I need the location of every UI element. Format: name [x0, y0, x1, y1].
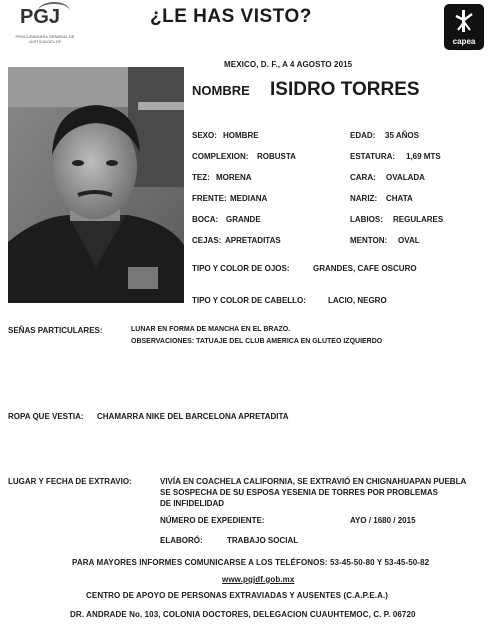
extravio-line1: VIVÍA EN COACHELA CALIFORNIA, SE EXTRAVIÓ EN CHIGNAHUAPAN PUEBLA — [160, 477, 467, 486]
cara-label: CARA: — [350, 173, 376, 182]
date-line: MEXICO, D. F., A 4 AGOSTO 2015 — [224, 60, 353, 69]
cejas-value: APRETADITAS — [225, 236, 281, 245]
senas-line1: LUNAR EN FORMA DE MANCHA EN EL BRAZO. — [131, 326, 291, 333]
estatura-value: 1,69 MTS — [406, 152, 441, 161]
pgj-logo-subtext: PROCURADURÍA GENERAL DE JUSTICIA DEL DF — [15, 34, 75, 44]
footer-center: CENTRO DE APOYO DE PERSONAS EXTRAVIADAS Y AUSENTES (C.A.P.E.A.) — [86, 591, 389, 600]
sexo-value: HOMBRE — [223, 131, 259, 140]
elaboro-label: ELABORÓ: — [160, 536, 203, 545]
edad-value: 35 AÑOS — [385, 131, 419, 140]
tez-label: TEZ: — [192, 173, 210, 182]
tez-value: MORENA — [216, 173, 252, 182]
expediente-label: NÚMERO DE EXPEDIENTE: — [160, 516, 265, 525]
senas-label: SEÑAS PARTICULARES: — [8, 326, 103, 335]
menton-value: OVAL — [398, 236, 420, 245]
edad-label: EDAD: — [350, 131, 376, 140]
ropa-value: CHAMARRA NIKE DEL BARCELONA APRETADITA — [97, 412, 289, 421]
frente-value: MEDIANA — [230, 194, 268, 203]
pgj-logo — [8, 4, 76, 50]
ropa-label: ROPA QUE VESTIA: — [8, 412, 84, 421]
complexion-label: COMPLEXION: — [192, 152, 249, 161]
frente-label: FRENTE: — [192, 194, 227, 203]
cabello-label: TIPO Y COLOR DE CABELLO: — [192, 296, 306, 305]
labios-value: REGULARES — [393, 215, 444, 224]
footer-website-link[interactable]: www.pgjdf.gob.mx — [222, 575, 295, 584]
extravio-line2: SE SOSPECHA DE SU ESPOSA YESENIA DE TORRES POR PROBLEMAS — [160, 488, 438, 497]
expediente-value: AYO / 1680 / 2015 — [350, 516, 416, 525]
menton-label: MENTON: — [350, 236, 388, 245]
cara-value: OVALADA — [386, 173, 425, 182]
pgj-logo-text: PGJ — [20, 6, 61, 28]
nombre-label: NOMBRE — [192, 83, 250, 98]
boca-value: GRANDE — [226, 215, 261, 224]
footer-address: DR. ANDRADE No. 103, COLONIA DOCTORES, DELEGACION CUAUHTEMOC, C. P. 06720 — [70, 610, 416, 619]
missing-person-photo — [8, 67, 184, 303]
estatura-label: ESTATURA: — [350, 152, 396, 161]
nombre-value: ISIDRO TORRES — [270, 79, 420, 100]
boca-label: BOCA: — [192, 215, 219, 224]
cabello-value: LACIO, NEGRO — [328, 296, 387, 305]
cejas-label: CEJAS: — [192, 236, 222, 245]
senas-line2: OBSERVACIONES: TATUAJE DEL CLUB AMERICA EN GLUTEO IZQUIERDO — [131, 338, 383, 345]
ojos-value: GRANDES, CAFE OSCURO — [313, 264, 417, 273]
nariz-value: CHATA — [386, 194, 413, 203]
complexion-value: ROBUSTA — [257, 152, 296, 161]
footer-phones: PARA MAYORES INFORMES COMUNICARSE A LOS TELÉFONOS: 53-45-50-80 Y 53-45-50-82 — [72, 558, 430, 567]
elaboro-value: TRABAJO SOCIAL — [227, 536, 299, 545]
ojos-label: TIPO Y COLOR DE OJOS: — [192, 264, 290, 273]
extravio-label: LUGAR Y FECHA DE EXTRAVIO: — [8, 477, 132, 486]
sexo-label: SEXO: — [192, 131, 217, 140]
capea-figure-icon — [452, 8, 476, 34]
extravio-line3: DE INFIDELIDAD — [160, 499, 224, 508]
headline: ¿LE HAS VISTO? — [150, 6, 312, 27]
person-photo-image — [8, 67, 184, 303]
capea-logo-text: capea — [452, 37, 476, 46]
capea-logo — [444, 4, 484, 50]
labios-label: LABIOS: — [350, 215, 383, 224]
nariz-label: NARIZ: — [350, 194, 378, 203]
